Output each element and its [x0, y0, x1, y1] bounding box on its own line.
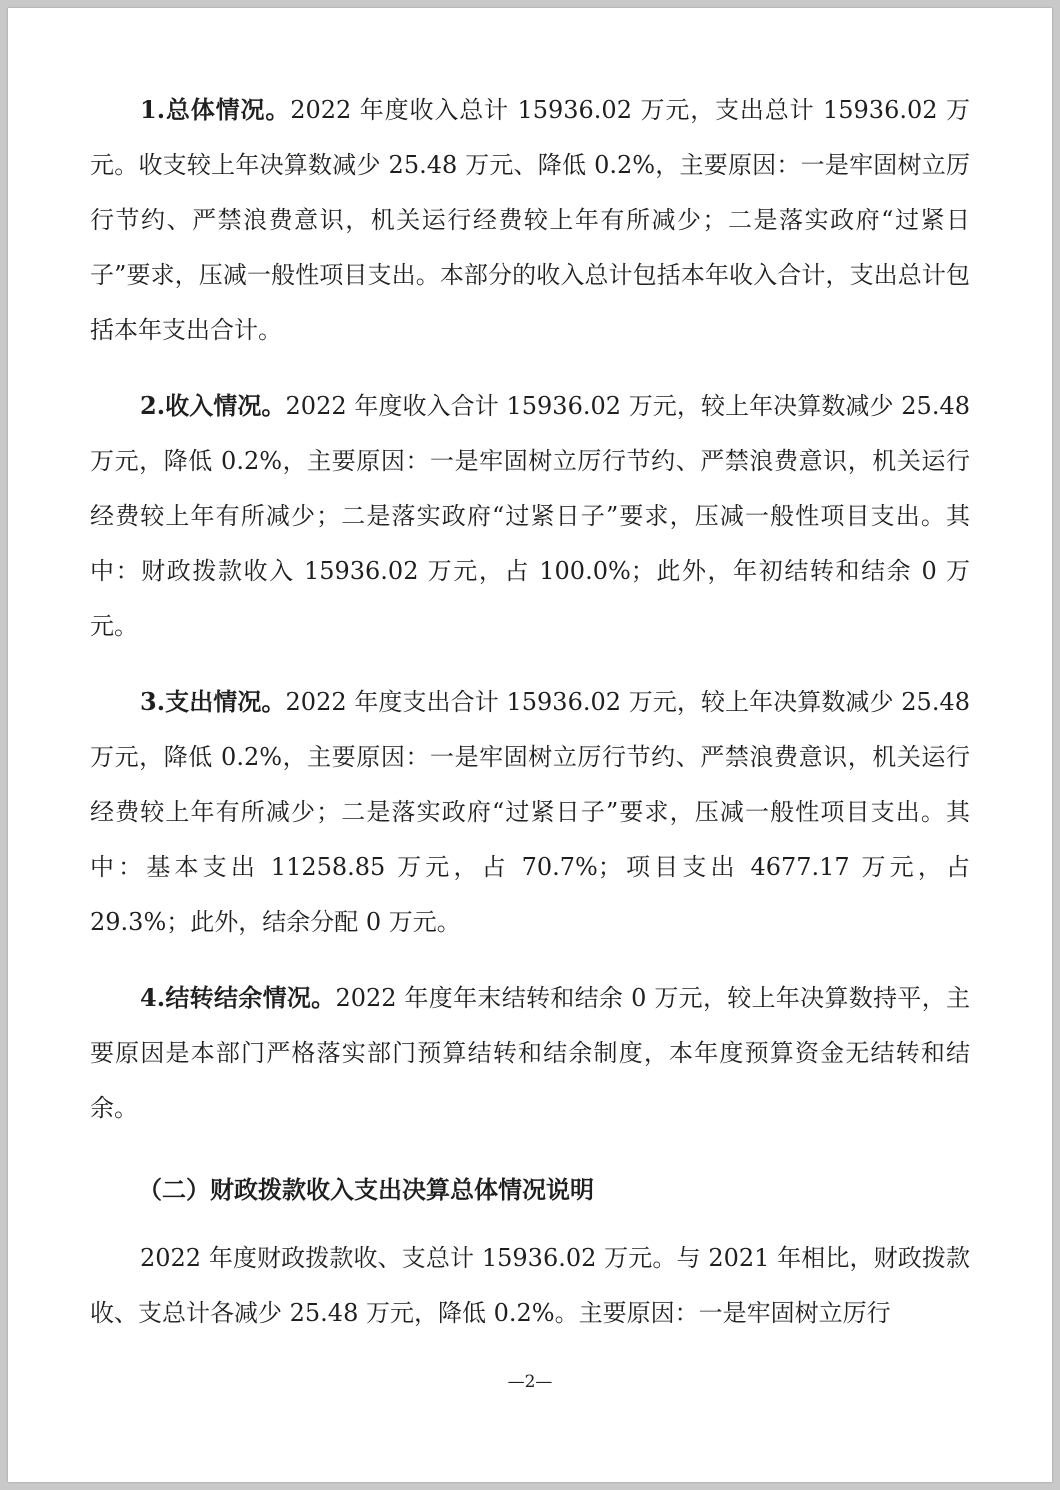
paragraph-heading: 2.收入情况。: [140, 391, 286, 420]
paragraph-overall: [90, 82, 970, 358]
paragraph-heading: 1.总体情况。: [140, 95, 291, 124]
document-page: [8, 8, 1052, 1482]
paragraph-fiscal-summary: 2022 年度财政拨款收、支总计 15936.02 万元。与 2021 年相比，财政拨款收、支总计各减少 25.48 万元，降低 0.2%。主要原因：一是牢固树立厉行: [90, 1244, 970, 1327]
page-number: —2—: [507, 1372, 553, 1392]
document-body: [90, 82, 970, 1341]
paragraph-text: 2022 年度收入总计 15936.02 万元，支出总计 15936.02 万元。收支较上年决算数减少 25.48 万元、降低 0.2%，主要原因：一是牢固树立厉行节约、严禁浪费意识，机关运行经费较上年有所减少；二是落实政府“过紧日子”要求，压减一般性项目支出。本部分的收入总计包括本年收入合计，支出总计包括本年支出合计。: [90, 96, 970, 344]
paragraph-expenditure: [90, 674, 970, 950]
paragraph-carryover: [90, 970, 970, 1136]
section-title: （二）财政拨款收入支出决算总体情况说明: [138, 1175, 594, 1204]
paragraph-text: 2022 年度收入合计 15936.02 万元，较上年决算数减少 25.48 万元，降低 0.2%，主要原因：一是牢固树立厉行节约、严禁浪费意识，机关运行经费较上年有所减少；二是落实政府“过紧日子”要求，压减一般性项目支出。其中：财政拨款收入 15936.02 万元，占 100.0%；此外，年初结转和结余 0 万元。: [90, 392, 970, 640]
paragraph-heading: 3.支出情况。: [140, 687, 286, 716]
paragraph-text: 2022 年度年末结转和结余 0 万元，较上年决算数持平，主要原因是本部门严格落实部门预算结转和结余制度，本年度预算资金无结转和结余。: [90, 984, 970, 1122]
paragraph-income: [90, 378, 970, 654]
paragraph-heading: 4.结转结余情况。: [140, 983, 336, 1012]
paragraph-text: 2022 年度支出合计 15936.02 万元，较上年决算数减少 25.48 万元，降低 0.2%，主要原因：一是牢固树立厉行节约、严禁浪费意识，机关运行经费较上年有所减少；二是落实政府“过紧日子”要求，压减一般性项目支出。其中：基本支出 11258.85 万元，占 70.7%；项目支出 4677.17 万元，占 29.3%；此外，结余分配 0 万元。: [90, 688, 970, 936]
